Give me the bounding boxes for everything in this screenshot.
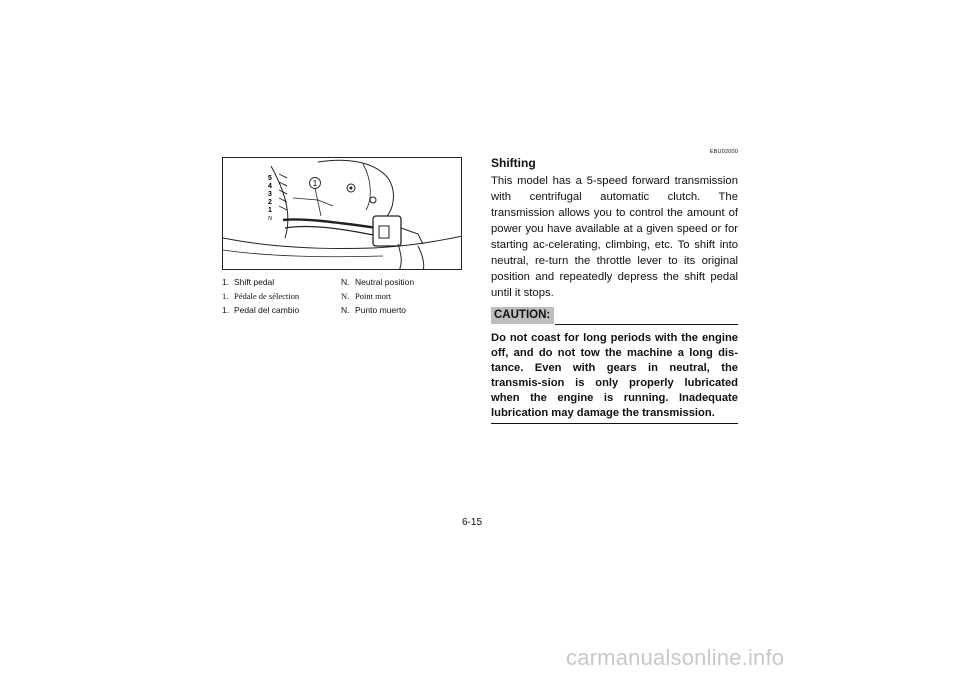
caution-bottom-rule	[491, 423, 738, 424]
caution-label: CAUTION:	[491, 307, 554, 324]
gear-label: 4	[268, 183, 272, 190]
caption-n-mark: N.	[341, 291, 350, 301]
caption-part-name: Shift pedal	[234, 277, 275, 287]
caption-neutral-label: Punto muerto	[355, 305, 407, 315]
gear-label: N	[267, 216, 273, 222]
gear-label: 5	[268, 175, 272, 182]
caption-neutral-label: Point mort	[355, 291, 392, 301]
caption-row-french	[222, 289, 467, 303]
caption-number: 1.	[222, 291, 229, 301]
caution-rule	[555, 324, 738, 325]
caption-part-name: Pédale de sélection	[234, 291, 300, 301]
shift-pedal-drawing	[223, 158, 462, 270]
caption-row-spanish	[222, 303, 467, 317]
caption-number: 1.	[222, 305, 230, 315]
caption-number: 1.	[222, 277, 230, 287]
section-heading: Shifting	[491, 156, 536, 170]
caption-n-mark: N.	[341, 277, 350, 287]
shift-pedal-illustration	[222, 157, 462, 270]
callout-number: 1	[312, 179, 318, 188]
section-body: This model has a 5-speed forward transmission with centrifugal automatic clutch. The transmission allows you to control the amount of power you have available at a given speed or for starting ac-celerating, climbing, etc. To shift into neutral, re-turn the throttle lever to its original position and repeatedly depress the shift pedal until it stops.	[491, 175, 738, 299]
gear-label: 3	[268, 191, 272, 198]
figure-captions	[222, 275, 467, 317]
caption-row-english	[222, 275, 467, 289]
caption-n-mark: N.	[341, 305, 350, 315]
caution-header	[491, 307, 738, 327]
section-code: EBU02000	[709, 149, 738, 155]
caution-text: Do not coast for long periods with the engine off, and do not tow the machine a long dis-tance. Even with gears in neutral, the transmis-sion is only properly lubricated when the engine is running. Inadequate lubrication may damage the transmission.	[491, 332, 738, 419]
caption-neutral-label: Neutral position	[355, 277, 415, 287]
watermark-text: carmanualsonline.info	[566, 645, 785, 670]
page-number: 6-15	[462, 517, 483, 528]
shifting-section	[491, 148, 738, 424]
gear-label: 2	[268, 199, 272, 206]
gear-label: 1	[268, 207, 272, 214]
caption-part-name: Pedal del cambio	[234, 305, 300, 315]
